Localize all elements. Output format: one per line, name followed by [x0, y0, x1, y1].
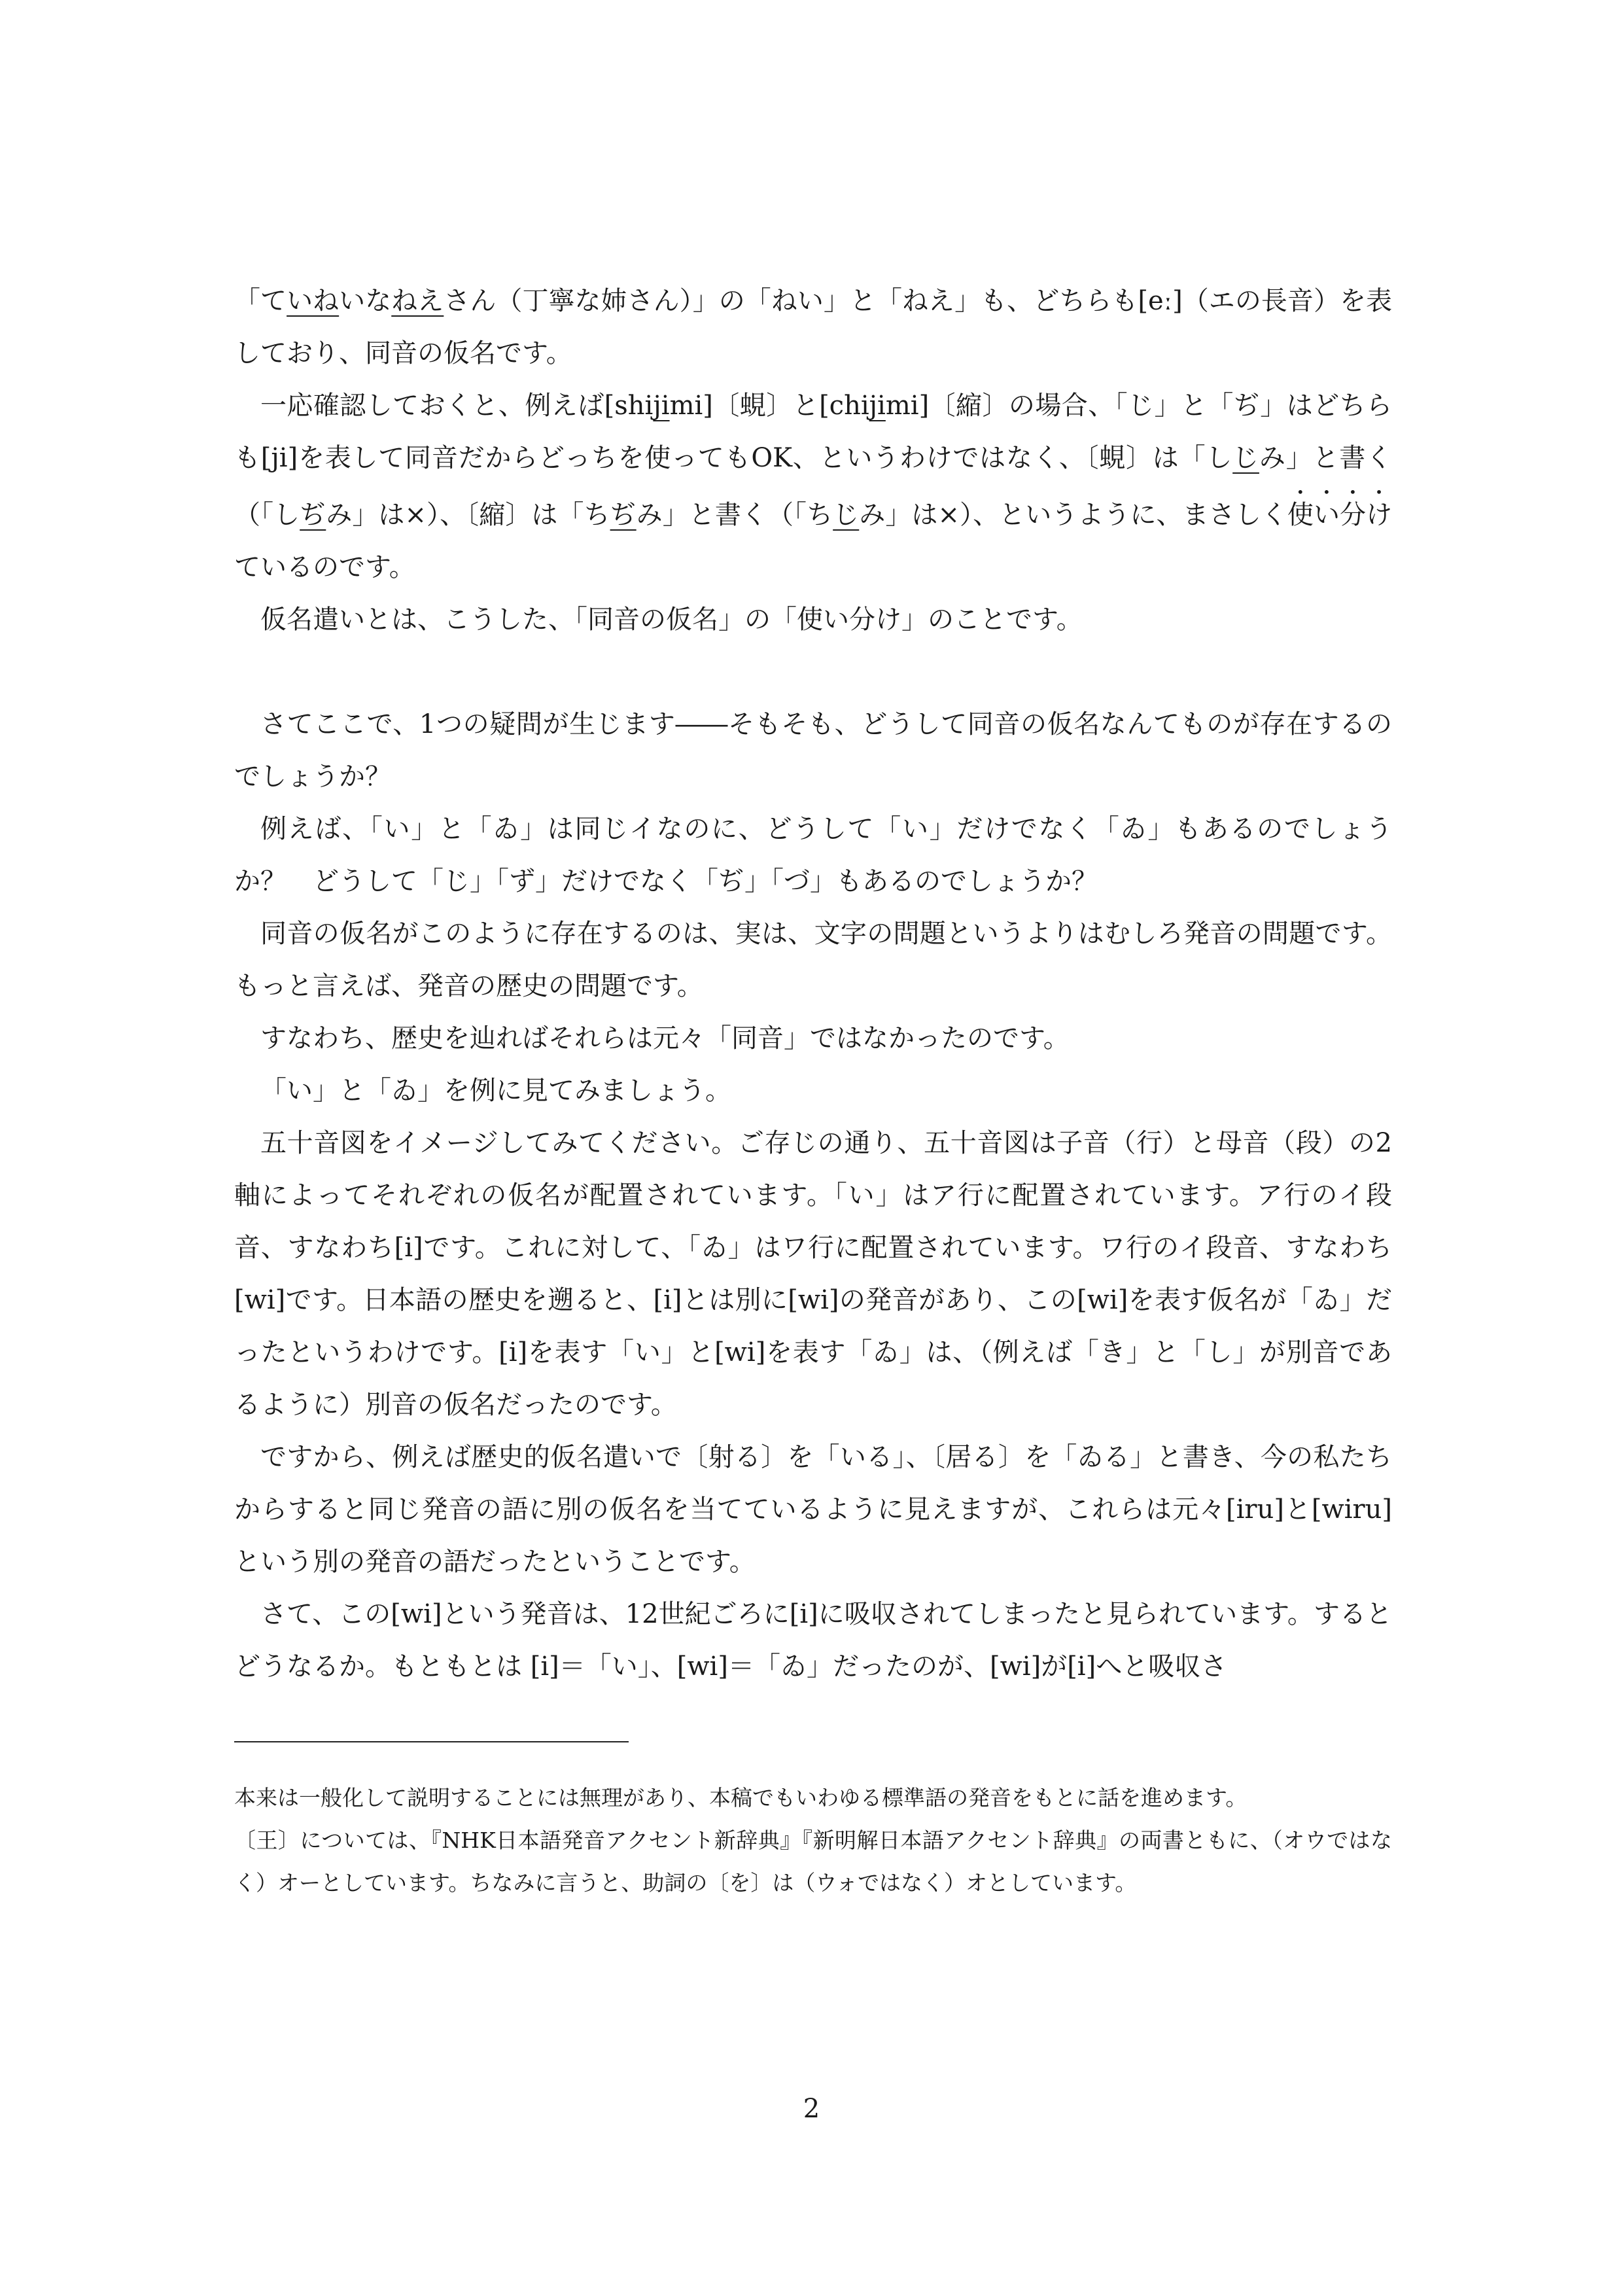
text-run: い [339, 286, 366, 316]
emphasis-dotted-text: 使い分け [1287, 500, 1393, 530]
underlined-text: ぢ [610, 500, 637, 530]
paragraph: すなわち、歴史を辿ればそれらは元々「同音」ではなかったのです。 [260, 1023, 1070, 1053]
underlined-text: ねえ [391, 286, 444, 316]
document-page [234, 275, 1392, 1904]
paragraph [234, 275, 1392, 380]
underlined-text: ぢ [300, 500, 326, 530]
text-run: mi]〔蜆〕と[chi [669, 391, 869, 421]
paragraph: 五十音図をイメージしてみてください。ご存じの通り、五十音図は子音（行）と母音（段）の2軸によってそれぞれの仮名が配置されています。「い」はア行に配置されています。ア行のイ段音、すなわち[i]です。これに対して、「ゐ」はワ行に配置されています。ワ行のイ段音、すなわち[wi]です。日本語の歴史を遡ると、[i]とは別に[wi]の発音があり、この[wi]を表す仮名が「ゐ」だったというわけです。[i]を表す「い」と[wi]を表す「ゐ」は、（例えば「き」と「し」が別音であるように）別音の仮名だったのです。 [234, 1128, 1392, 1420]
paragraph: 仮名遣いとは、こうした、「同音の仮名」の「使い分け」のことです。 [260, 605, 1083, 635]
paragraph: ですから、例えば歴史的仮名遣いで〔射る〕を「いる」、〔居る〕を「ゐる」と書き、今の私たちからすると同じ発音の語に別の仮名を当てているように見えますが、これらは元々[iru]と[wiru]という別の発音の語だったということです。 [234, 1442, 1392, 1577]
paragraph: さてここで、1つの疑問が生じます――そもそも、どうして同音の仮名なんてものが存在するのでしょうか？ [234, 709, 1392, 792]
paragraph-gap [234, 646, 1392, 698]
underlined-text: いね [287, 286, 340, 316]
footnote-separator [234, 1741, 629, 1742]
text-run: み」と書く（「し [234, 443, 1393, 530]
text-run: み」は×）、というように、まさしく [859, 500, 1287, 530]
paragraph: 「い」と「ゐ」を例に見てみましょう。 [260, 1076, 731, 1106]
underlined-text: じ [833, 500, 860, 530]
paragraph: 例えば、「い」と「ゐ」は同じイなのに、どうして「い」だけでなく「ゐ」もあるのでしょうか？ どうして「じ」「ず」だけでなく「ぢ」「づ」もあるのでしょうか？ [234, 814, 1392, 896]
text-run: ているのです。 [234, 552, 415, 582]
paragraph [234, 380, 1392, 593]
text-run: 「て [234, 286, 287, 316]
text-run: 一応確認しておくと、例えば[shi [260, 391, 654, 421]
paragraph: 同音の仮名がこのように存在するのは、実は、文字の問題というよりはむしろ発音の問題です。もっと言えば、発音の歴史の問題です。 [234, 919, 1392, 1001]
footnotes [234, 1776, 1392, 1904]
paragraph: さて、この[wi]という発音は、12世紀ごろに[i]に吸収されてしまったと見られています。するとどうなるか。もともとは [i]＝「い」、[wi]＝「ゐ」だったのが、[wi]が[i]へと吸収さ [234, 1599, 1392, 1682]
text-run: さん（丁寧な姉さん）」の「ねい」と「ねえ」も、どちらも[eː]（エの長音）を表しており、同音の仮名です。 [234, 286, 1393, 368]
text-run: み」は×）、〔縮〕は「ち [326, 500, 610, 530]
text-run: な [365, 286, 392, 316]
page-number: 2 [803, 2094, 820, 2124]
footnote: 本来は一般化して説明することには無理があり、本稿でもいわゆる標準語の発音をもとに話を進めます。 [234, 1785, 1248, 1810]
text-run: み」と書く（「ち [636, 500, 833, 530]
underlined-text: じ [1232, 443, 1259, 473]
text-run: mi]〔縮〕の場合、「じ」と「ぢ」はどちらも[ji]を表して同音だからどっちを使ってもOK、というわけではなく、〔蜆〕は「し [234, 391, 1393, 473]
underlined-text: ji [653, 391, 670, 421]
main-text [234, 275, 1392, 1693]
footnote: 〔王〕については、『NHK日本語発音アクセント新辞典』『新明解日本語アクセント辞典』の両書ともに、（オウではなく）オーとしています。ちなみに言うと、助詞の〔を〕は（ウォではなく）オとしています。 [234, 1828, 1392, 1896]
underlined-text: ji [869, 391, 886, 421]
